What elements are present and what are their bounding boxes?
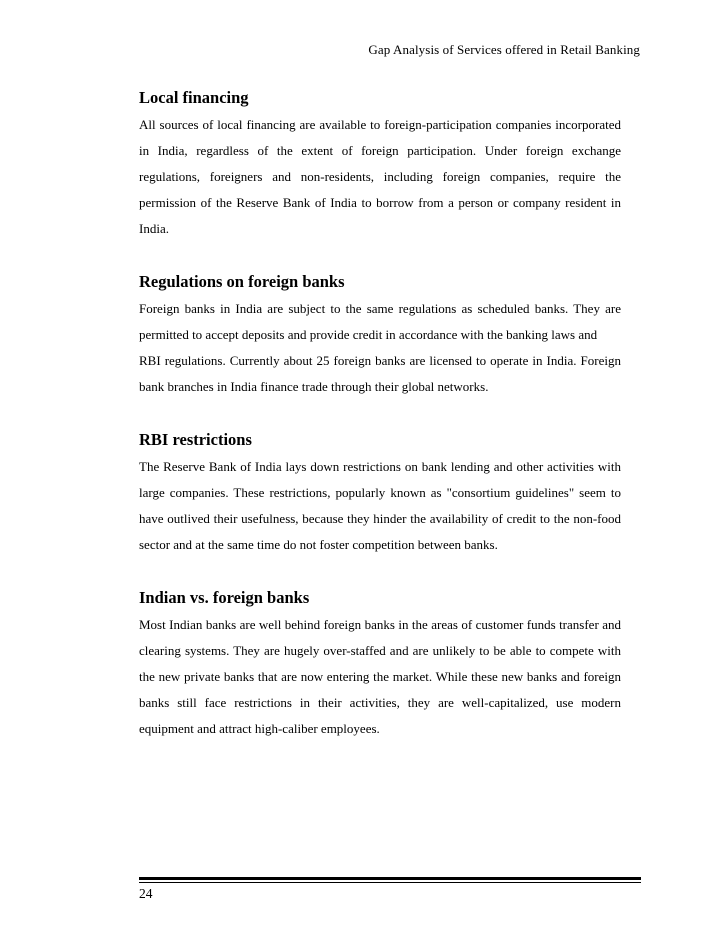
- footer-rule-thick: [139, 877, 641, 880]
- section-paragraph: The Reserve Bank of India lays down restrictions on bank lending and other activities with large companies. These restrictions, popularly known as "consortium guidelines" seem to have outlived their usefulness, because they hinder the availability of credit to the non-food sector and at the same time do not foster competition between banks.: [139, 459, 621, 552]
- section-heading: RBI restrictions: [139, 430, 252, 449]
- page-number: 24: [139, 886, 153, 901]
- section-rbi-restrictions: [139, 430, 621, 558]
- section-heading: Local financing: [139, 88, 249, 107]
- section-paragraph: RBI regulations. Currently about 25 foreign banks are licensed to operate in India. Foreign bank branches in India finance trade through their global networks.: [139, 353, 621, 394]
- section-paragraph: All sources of local financing are available to foreign-participation companies incorporated in India, regardless of the extent of foreign participation. Under foreign exchange regulations, foreigners and non-residents, including foreign companies, require the permission of the Reserve Bank of India to borrow from a person or company resident in India.: [139, 117, 621, 236]
- document-body: [139, 88, 621, 772]
- footer-rule-thin: [139, 882, 641, 883]
- section-paragraph: Most Indian banks are well behind foreign banks in the areas of customer funds transfer and clearing systems. They are hugely over-staffed and are unlikely to be able to compete with the new private banks that are now entering the market. While these new banks and foreign banks still face restrictions in their activities, they are well-capitalized, use modern equipment and attract high-caliber employees.: [139, 617, 621, 736]
- section-local-financing: [139, 88, 621, 242]
- running-header: Gap Analysis of Services offered in Retail Banking: [368, 42, 640, 57]
- section-regulations-foreign-banks: [139, 272, 621, 400]
- section-indian-vs-foreign-banks: [139, 588, 621, 742]
- section-paragraph: Foreign banks in India are subject to the same regulations as scheduled banks. They are permitted to accept deposits and provide credit in accordance with the banking laws and: [139, 301, 621, 342]
- footer-divider: [139, 877, 641, 883]
- section-heading: Indian vs. foreign banks: [139, 588, 310, 607]
- section-heading: Regulations on foreign banks: [139, 272, 345, 291]
